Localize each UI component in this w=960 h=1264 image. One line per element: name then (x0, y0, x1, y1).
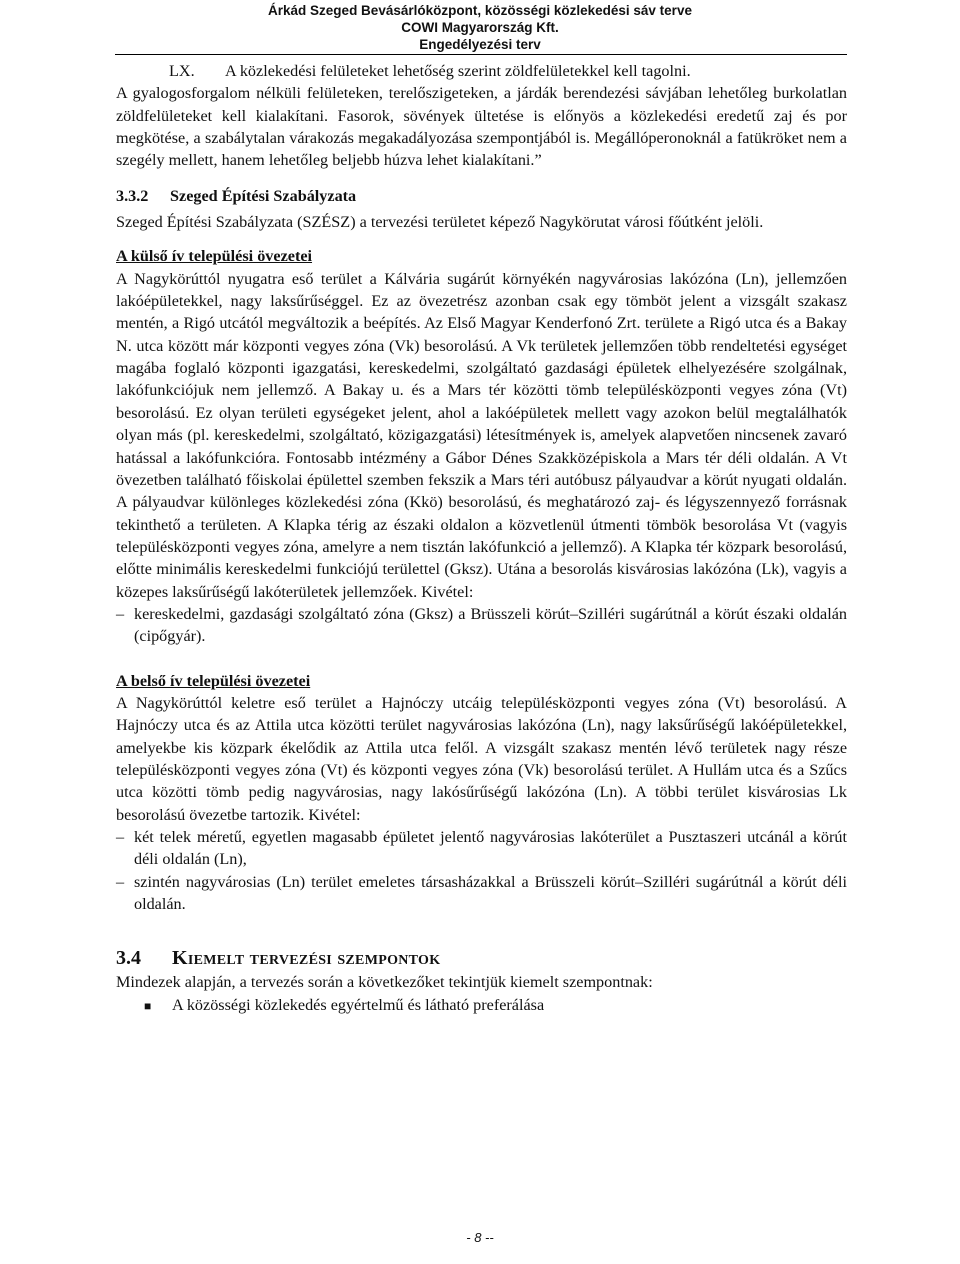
list-item-text: szintén nagyvárosias (Ln) terület emeletes társasházakkal a Brüsszeli körút–Szilléri sugárútnál a körút déli oldalán. (134, 872, 847, 914)
list-item (116, 826, 847, 871)
section-3-3-2-paragraph: Szeged Építési Szabályzata (SZÉSZ) a tervezési területet képező Nagykörutat városi főútként jelöli. (116, 213, 764, 232)
section-title: Szeged Építési Szabályzata (170, 186, 357, 205)
section-3-4-paragraph: Mindezek alapján, a tervezés során a következőket tekintjük kiemelt szempontnak: (116, 973, 653, 992)
list-item-text: A közösségi közlekedés egyértelmű és látható preferálása (172, 995, 545, 1014)
lx-number: LX. (169, 62, 195, 80)
lx-text: A közlekedési felületeket lehetőség szerint zöldfelületekkel kell tagolni. (225, 62, 691, 80)
outer-zone-heading: A külső ív települési övezetei (116, 247, 313, 266)
intro-lx-line (116, 60, 847, 82)
header-company: COWI Magyarország Kft. (401, 20, 559, 35)
section-heading-3-3-2 (116, 185, 847, 207)
document-body (116, 60, 847, 1017)
list-item (116, 994, 847, 1017)
inner-zone-heading: A belső ív települési övezetei (116, 671, 311, 690)
dash-marker: – (116, 604, 125, 623)
page-header (0, 2, 960, 53)
header-document-type: Engedélyezési terv (419, 37, 541, 52)
header-project-title: Árkád Szeged Bevásárlóközpont, közösségi közlekedési sáv terve (268, 3, 692, 18)
header-divider (115, 54, 847, 55)
section-heading-3-4 (116, 945, 847, 971)
dash-marker: – (116, 872, 125, 891)
dash-marker: – (116, 828, 125, 846)
section-number: 3.3.2 (116, 186, 149, 205)
outer-zone-paragraph: A Nagykörúttól nyugatra eső terület a Kálvária sugárút környékén nagyvárosias lakózóna (Ln), jellemzően lakóépületekkel, nagy laksűrűséggel. Ez az övezetrész azonban csak egy tömböt jelent a vizsgált szakasz mentén, a Rigó utcától megváltozik a beépítés. Az Első Magyar Kenderfonó Zrt. területe a Rigó utca és a Bakay N. utca között már központi vegyes zóna (Vk) besorolású. A Vk területek jellemzően több rendeltetési egységet magába foglaló központi igazgatási, kereskedelmi, szolgáltató gazdasági épületek elhelyezésére szolgálnak, lakófunkciójuk nem jellemző. A Bakay u. és a Mars tér közötti tömb településközponti vegyes zóna (Vt) besorolású. Ez olyan területi egységeket jelent, ahol a lakóépületek mellett vagy azokon belül megtalálhatók olyan más (pl. kereskedelmi, szolgáltató, közigazgatási) létesítmények is, amelyek alapvetően nincsenek zavaró hatással a lakófunkcióra. Fontosabb intézmény a Gábor Dénes Szakközépiskola a Mars tér déli oldalán. A Vt övezetben található főiskolai épülettel szemben fekszik a Mars téri autóbusz pályaudvar a körút nyugati oldalán. A pályaudvar különleges közlekedési zóna (Kkö) besorolású, és meghatározó zaj- és légyszennyező forrásnak tekinthető a területen. A Klapka térig az északi oldalon a közvetlenül útmenti tömbök besorolása Vt (vagyis településközponti vegyes zóna, amelyre a nem tisztán lakófunkció a jellemző). A Klapka tér közpark besorolású, előtte minimális kereskedelmi funkciójú területtel (Gksz). Utána a besorolás kisvárosias lakózóna (Lk), vagyis a közepes laksűrűségű lakóterületek jellemzőek. Kivétel: (116, 269, 847, 601)
page-number: - 8 -- (466, 1230, 494, 1245)
section-title: Kiemelt tervezési szempontok (172, 947, 441, 970)
section-number: 3.4 (116, 947, 141, 970)
list-item-text: kereskedelmi, gazdasági szolgáltató zóna (Gksz) a Brüsszeli körút–Szilléri sugárútnál a körút északi oldalán (cipőgyár). (134, 604, 847, 646)
list-item (116, 871, 847, 916)
list-item-text: két telek méretű, egyetlen magasabb épületet jelentő nagyvárosias lakóterület a Pusztaszeri utcánál a körút déli oldalán (Ln), (134, 828, 847, 869)
list-item (116, 603, 847, 648)
square-bullet-icon: ■ (144, 998, 152, 1013)
inner-zone-paragraph: A Nagykörúttól keletre eső terület a Hajnóczy utcáig településközponti vegyes zóna (Vt) besorolású. A Hajnóczy utca és az Attila utca közötti terület nagyvárosias lakózóna (Ln), nagy laksűrűségű lakóépületekkel, amelyekbe kis közpark ékelődik az Attila utca felől. A vizsgált szakasz mentén lévő területek nagy része településközponti vegyes zóna (Vt) és központi vegyes zóna (Vk) besorolású terület. A Hullám utca és a Szűcs utca közötti tömb pedig nagyvárosias, nagy lakósűrűségű lakózóna (Ln). A többi terület kisvárosias Lk besorolású övezetbe tartozik. Kivétel: (116, 693, 847, 824)
intro-paragraph: A gyalogosforgalom nélküli felületeken, terelőszigeteken, a járdák berendezési sávjában lehetőleg burkolatlan zöldfelületeket kell kialakítani. Fasorok, sövények ültetése is előnyös a közlekedési eredetű zaj és por megkötése, a szabálytalan várakozás megakadályozása szempontjából is. Megállóperonoknál a fatükröket nem a szegély mellett, hanem lehetőleg beljebb húzva lehet kialakítani.” (116, 84, 847, 170)
